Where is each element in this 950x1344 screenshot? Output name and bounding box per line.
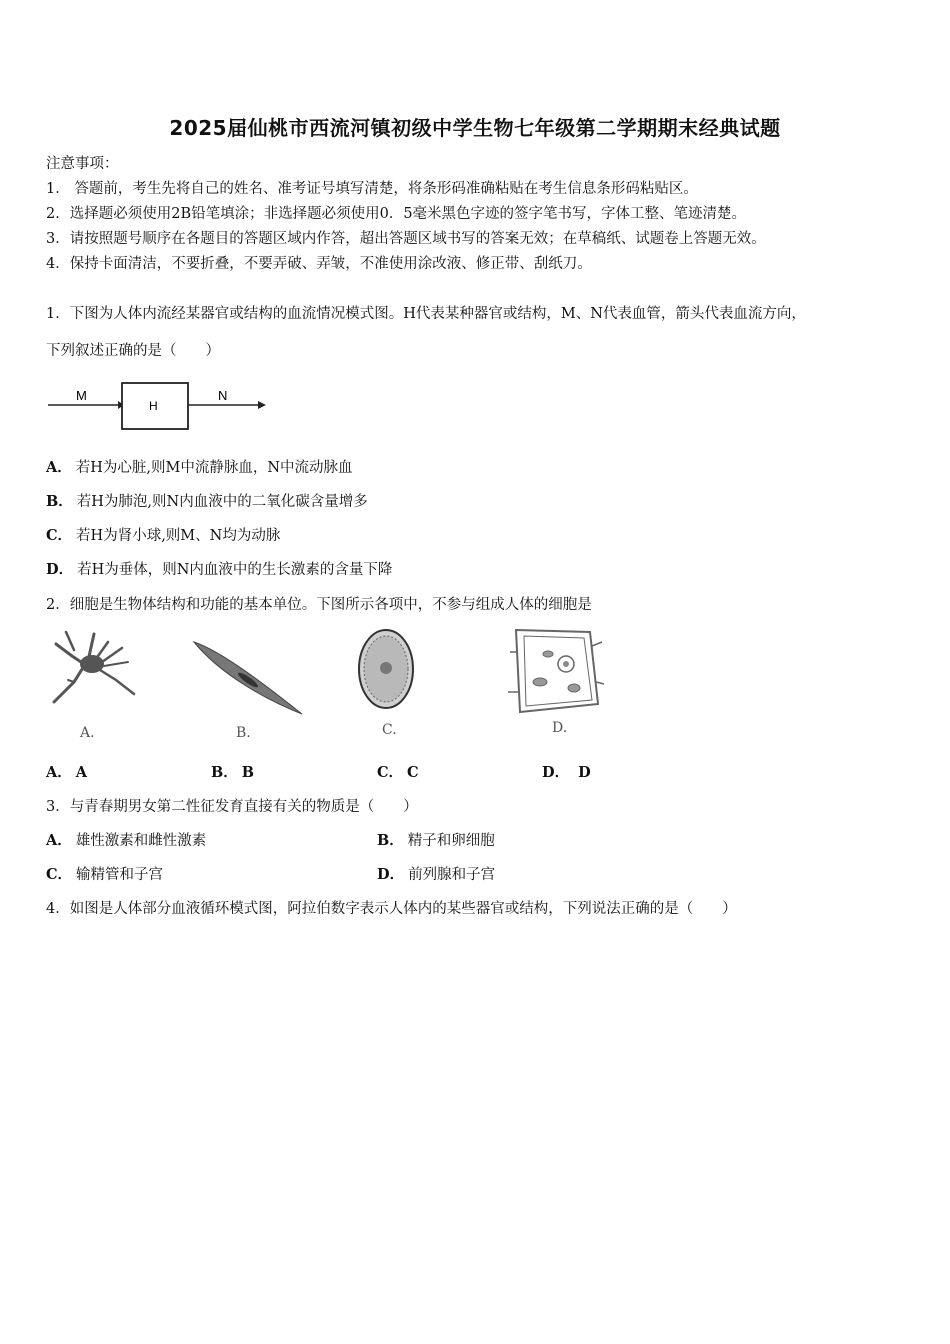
- image-label-b: B.: [236, 725, 251, 741]
- plant-cell-icon: [508, 630, 604, 712]
- q3-stem: 3．与青春期男女第二性征发育直接有关的物质是（ ）: [46, 799, 418, 815]
- notice-item-4: 4．保持卡面清洁，不要折叠，不要弄破、弄皱，不准使用涂改液、修正带、刮纸刀。: [46, 256, 592, 272]
- q1-stem-line1: 1．下图为人体内流经某器官或结构的血流情况模式图。H代表某种器官或结构，M、N代表血管，箭头代表血流方向，: [46, 306, 806, 322]
- cell-images: [44, 622, 604, 747]
- image-label-a: A.: [80, 725, 95, 741]
- neuron-cell-icon: [54, 632, 134, 702]
- image-label-d: D.: [552, 720, 568, 736]
- label-m: M: [76, 388, 87, 403]
- q3-option-c: C． 输精管和子宫: [46, 866, 164, 883]
- q2-option-b: B． B: [211, 764, 255, 781]
- label-h: H: [149, 399, 158, 413]
- page-title: 2025届仙桃市西流河镇初级中学生物七年级第二学期期末经典试题: [169, 116, 781, 140]
- blood-flow-diagram: [44, 378, 274, 438]
- muscle-cell-icon: [194, 642, 302, 714]
- q2-stem: 2．细胞是生物体结构和功能的基本单位。下图所示各项中，不参与组成人体的细胞是: [46, 597, 592, 613]
- arrow-n-icon: [258, 401, 266, 409]
- notice-item-1: 1． 答题前，考生先将自己的姓名、准考证号填写清楚，将条形码准确粘贴在考生信息条形码粘贴区。: [46, 181, 698, 197]
- notice-heading: 注意事项：: [46, 156, 119, 172]
- q3-option-b: B． 精子和卵细胞: [377, 832, 495, 849]
- q1-option-a: A． 若H为心脏,则M中流静脉血，N中流动脉血: [46, 459, 353, 476]
- q4-stem: 4．如图是人体部分血液循环模式图，阿拉伯数字表示人体内的某些器官或结构，下列说法正确的是（ ）: [46, 901, 737, 917]
- q1-option-c: C． 若H为肾小球,则M、N均为动脉: [46, 527, 281, 544]
- q3-option-d: D． 前列腺和子宫: [377, 866, 496, 883]
- label-n: N: [218, 388, 228, 403]
- q2-option-c: C． C: [377, 764, 419, 781]
- q2-option-d: D． D: [542, 764, 591, 781]
- image-label-c: C.: [382, 722, 397, 738]
- q3-option-a: A． 雄性激素和雌性激素: [46, 832, 207, 849]
- round-cell-icon: [359, 630, 413, 708]
- q1-stem-line2: 下列叙述正确的是（ ）: [46, 343, 220, 359]
- q1-option-b: B． 若H为肺泡,则N内血液中的二氧化碳含量增多: [46, 493, 368, 510]
- notice-item-2: 2．选择题必须使用2B铅笔填涂；非选择题必须使用0．5毫米黑色字迹的签字笔书写，字体工整、笔迹清楚。: [46, 206, 747, 222]
- q1-option-d: D． 若H为垂体，则N内血液中的生长激素的含量下降: [46, 561, 393, 578]
- q2-option-a: A． A: [46, 764, 88, 781]
- notice-item-3: 3．请按照题号顺序在各题目的答题区域内作答，超出答题区域书写的答案无效；在草稿纸、试题卷上答题无效。: [46, 231, 766, 247]
